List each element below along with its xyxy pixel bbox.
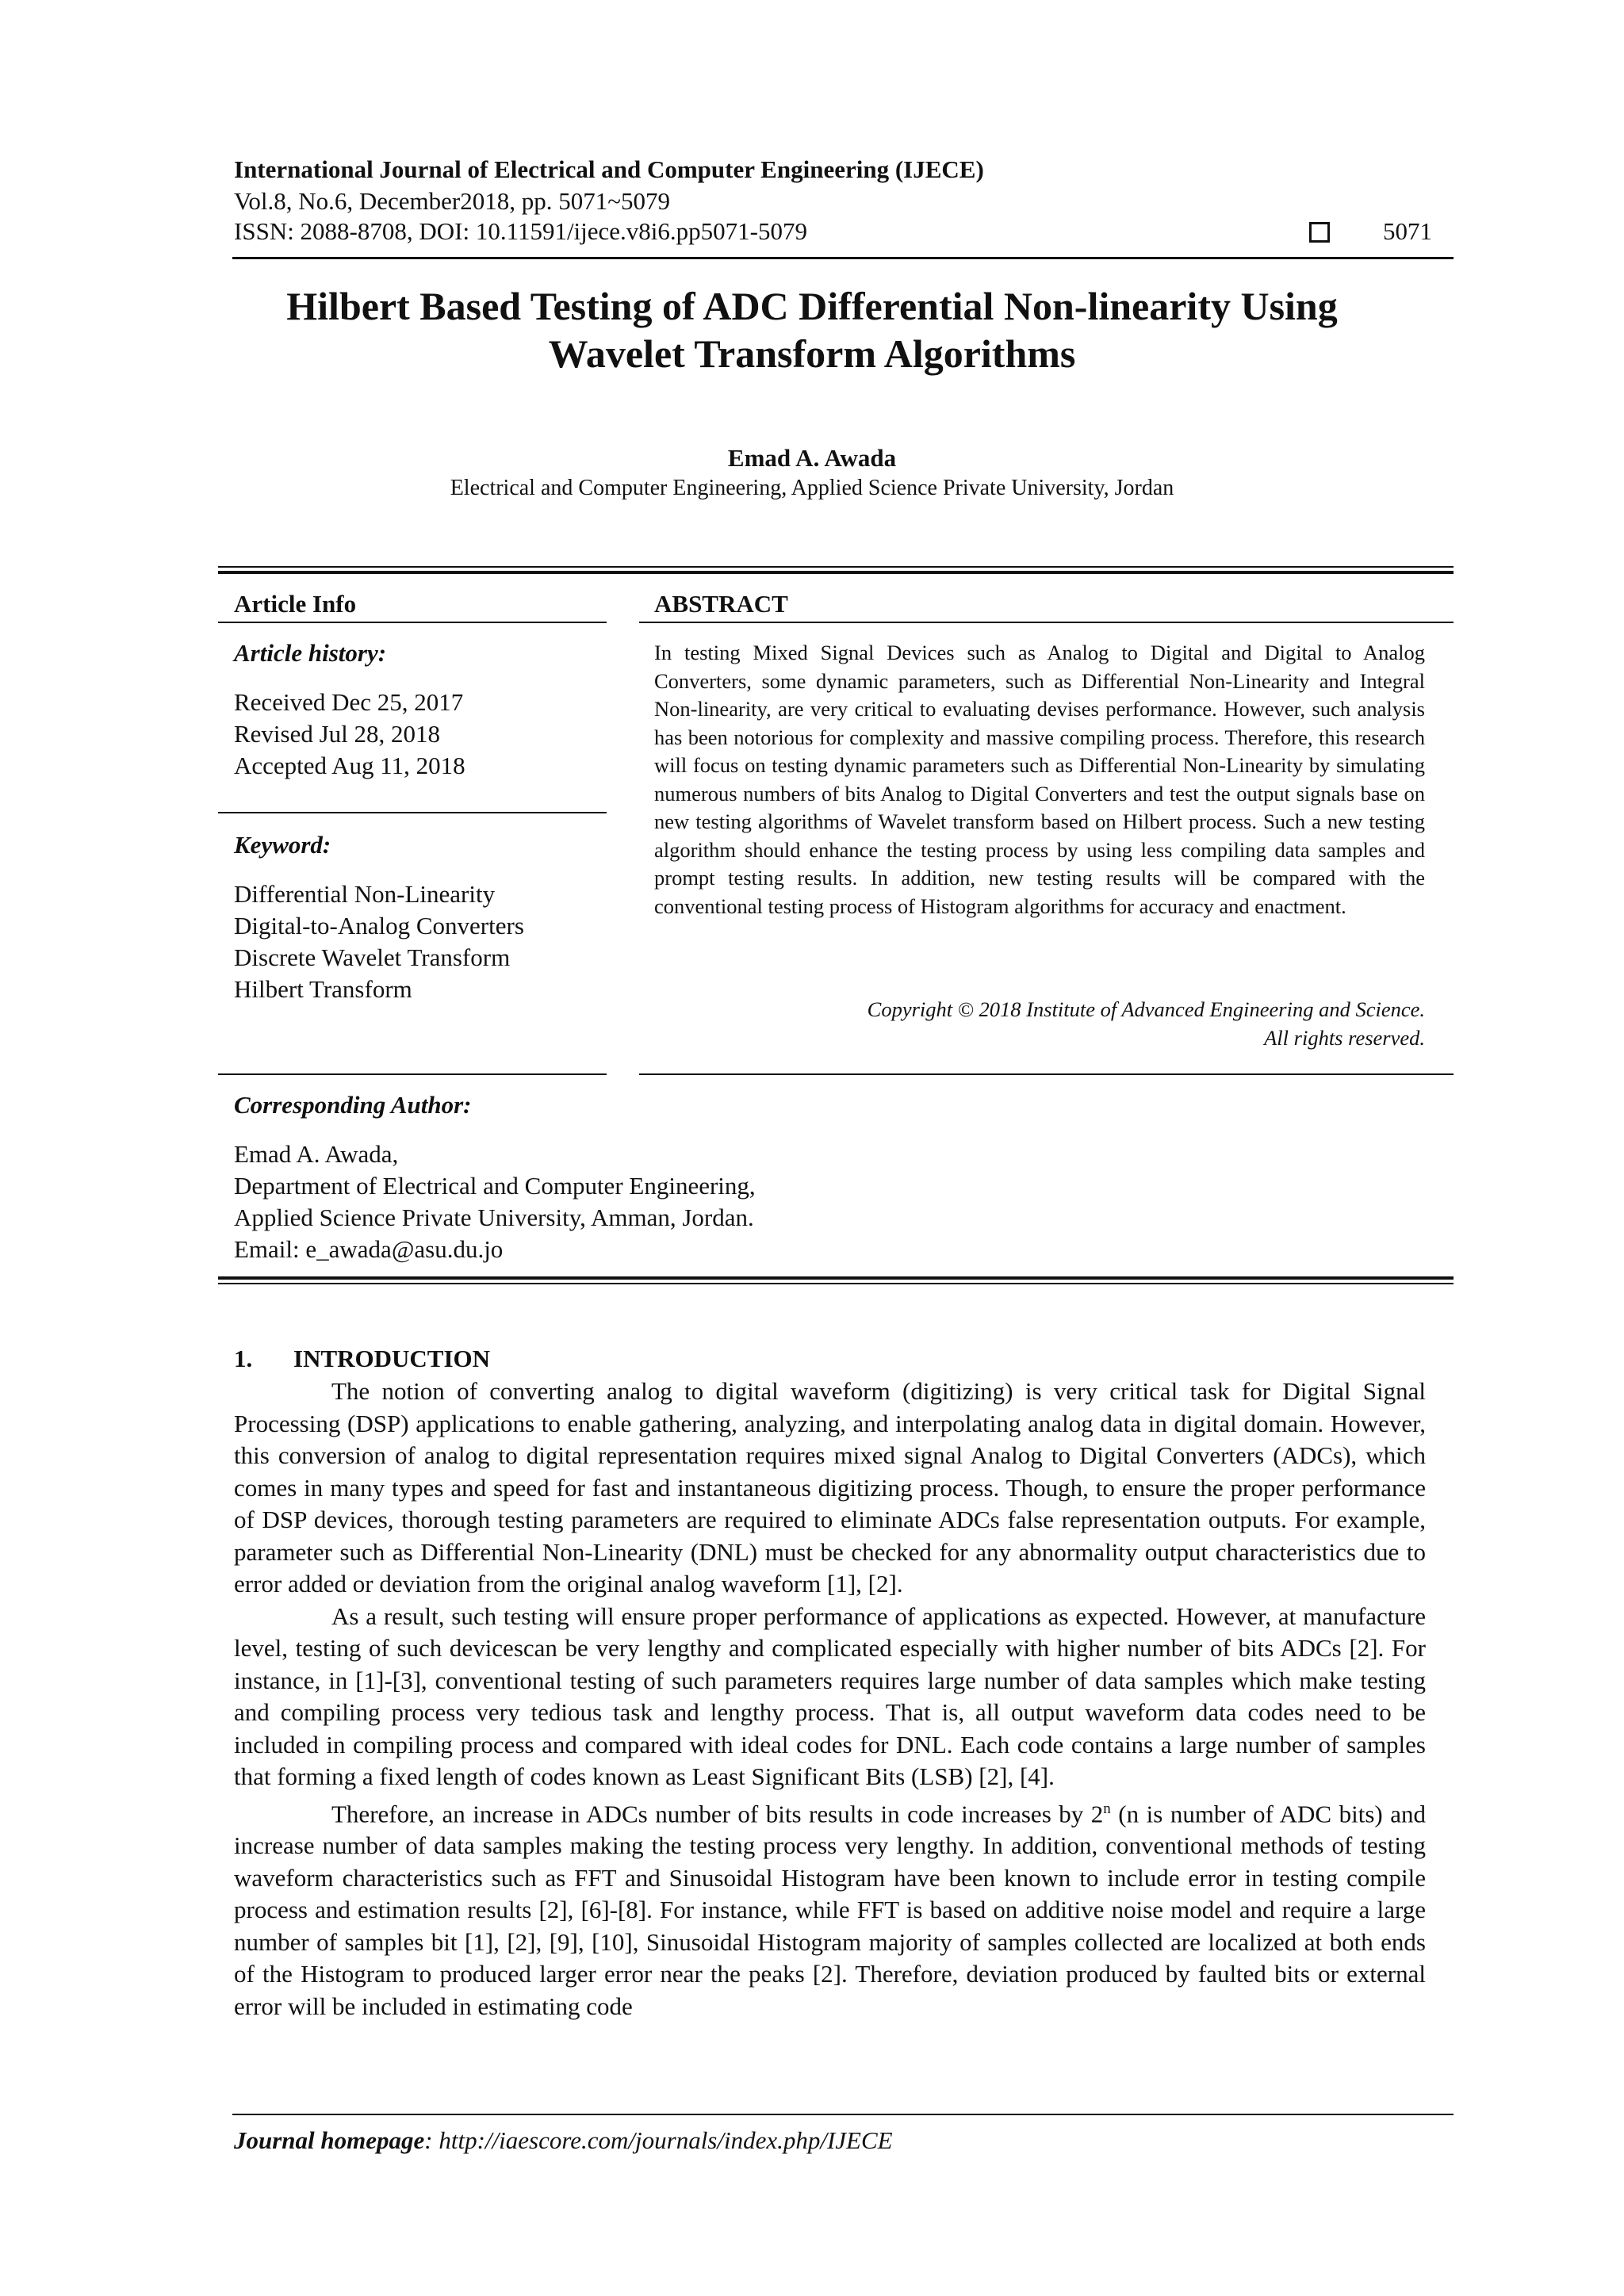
title-line-2: Wavelet Transform Algorithms	[548, 331, 1076, 376]
abstract-heading: ABSTRACT	[654, 590, 788, 618]
paragraph: As a result, such testing will ensure proper performance of applications as expected. However, at manufacture level, testing of such devicescan be very lengthy and complicated especially with higher number of bits ADCs [2]. For instance, in [1]-[3], conventional testing of such parameters requires large number of data samples which make testing and compiling process very tedious task and lengthy process. That is, all output waveform data codes need to be included in compiling process and compared with ideal codes for DNL. Each code contains a large number of samples that forming a fixed length of codes known as Least Significant Bits (LSB) [2], [4].	[234, 1601, 1426, 1790]
keyword-item: Discrete Wavelet Transform	[234, 943, 511, 971]
homepage-url[interactable]: http://iaescore.com/journals/index.php/IJECE	[439, 2126, 893, 2154]
article-history-label: Article history:	[234, 639, 387, 667]
article-info-bottom-rule	[218, 1073, 607, 1075]
superscript: n	[1103, 1800, 1111, 1817]
paragraph	[234, 1793, 1426, 2023]
bottom-rule-1	[218, 1276, 1454, 1280]
abstract-rule	[639, 622, 1454, 623]
introduction-body	[234, 1376, 1426, 2022]
affiliation: Electrical and Computer Engineering, Applied Science Private University, Jordan	[450, 476, 1174, 500]
corresponding-author-label: Corresponding Author:	[234, 1091, 472, 1119]
homepage-label: Journal homepage	[234, 2126, 425, 2154]
keyword-item: Digital-to-Analog Converters	[234, 912, 524, 939]
bottom-rule-2	[218, 1283, 1454, 1284]
rights-line: All rights reserved.	[1264, 1026, 1425, 1050]
revised-date: Revised Jul 28, 2018	[234, 720, 441, 748]
header-rule	[232, 257, 1454, 259]
journal-name: International Journal of Electrical and Computer Engineering (IJECE)	[234, 155, 984, 183]
author-name: Emad A. Awada	[727, 444, 897, 472]
corresponding-name: Emad A. Awada,	[234, 1140, 399, 1168]
section-number: 1.	[234, 1345, 253, 1372]
paragraph-text: Therefore, an increase in ADCs number of bits results in code increases by 2	[331, 1799, 1104, 1827]
corresponding-email: Email: e_awada@asu.du.jo	[234, 1235, 504, 1263]
title-line-1: Hilbert Based Testing of ADC Differential Non-linearity Using	[286, 284, 1338, 328]
article-info-heading: Article Info	[234, 590, 357, 618]
corresponding-university: Applied Science Private University, Amman, Jordan.	[234, 1203, 754, 1231]
section-heading	[234, 1345, 490, 1373]
accepted-date: Accepted Aug 11, 2018	[234, 752, 465, 779]
received-date: Received Dec 25, 2017	[234, 688, 464, 716]
section-title: INTRODUCTION	[293, 1345, 491, 1372]
abstract-bottom-rule	[639, 1073, 1454, 1075]
keyword-rule	[218, 812, 607, 813]
volume-info: Vol.8, No.6, December2018, pp. 5071~5079	[234, 187, 671, 215]
article-info-rule	[218, 622, 607, 623]
keyword-label: Keyword:	[234, 831, 331, 859]
paragraph-text: (n is number of ADC bits) and increase number of data samples making the testing process very lengthy. In addition, conventional methods of testing waveform characteristics such as FFT and Sinusoidal Histogram have been known to include error in testing compile process and estimation results [2], [6]-[8]. For instance, while FFT is based on additive noise model and require a large number of samples bit [1], [2], [9], [10], Sinusoidal Histogram majority of samples collected are localized at both ends of the Histogram to produced larger error near the peaks [2]. Therefore, deviation produced by faulted bits or external error will be included in estimating code	[234, 1799, 1426, 2020]
top-rule-1	[218, 566, 1454, 568]
footer-rule	[232, 2114, 1454, 2115]
abstract-text: In testing Mixed Signal Devices such as Analog to Digital and Digital to Analog Converters, some dynamic parameters, such as Differential Non-Linearity and Integral Non-linearity, are very critical to evaluating devises performance. However, such analysis has been notorious for complexity and massive compiling process. Therefore, this research will focus on testing dynamic parameters such as Differential Non-Linearity by simulating numerous numbers of bits Analog to Digital Converters and test the output signals base on new testing algorithms of Wavelet transform based on Hilbert process. Such a new testing algorithm should enhance the testing process by using less compiling data samples and prompt testing results. In addition, new testing results will be compared with the conventional testing process of Histogram algorithms for accuracy and enactment.	[654, 641, 1425, 918]
keyword-item: Hilbert Transform	[234, 975, 412, 1003]
top-rule-2	[218, 571, 1454, 574]
journal-homepage: Journal homepage: http://iaescore.com/journals/index.php/IJECE	[234, 2126, 893, 2154]
page-number: 5071	[1383, 217, 1432, 245]
keyword-item: Differential Non-Linearity	[234, 880, 496, 908]
page-box-icon	[1309, 222, 1330, 243]
copyright-line: Copyright © 2018 Institute of Advanced Engineering and Science.	[867, 997, 1425, 1021]
issn-doi: ISSN: 2088-8708, DOI: 10.11591/ijece.v8i6.pp5071-5079	[234, 217, 807, 245]
paragraph: The notion of converting analog to digital waveform (digitizing) is very critical task for Digital Signal Processing (DSP) applications to enable gathering, analyzing, and interpolating analog data in digital domain. However, this conversion of analog to digital representation requires mixed signal Analog to Digital Converters (ADCs), which comes in many types and speed for fast and instantaneous digitizing process. Though, to ensure the proper performance of DSP devices, thorough testing parameters are required to eliminate ADCs false representation outputs. For example, parameter such as Differential Non-Linearity (DNL) must be checked for any abnormality output characteristics due to error added or deviation from the original analog waveform [1], [2].	[234, 1377, 1426, 1598]
corresponding-department: Department of Electrical and Computer Engineering,	[234, 1172, 756, 1200]
paper-title	[159, 282, 1465, 377]
